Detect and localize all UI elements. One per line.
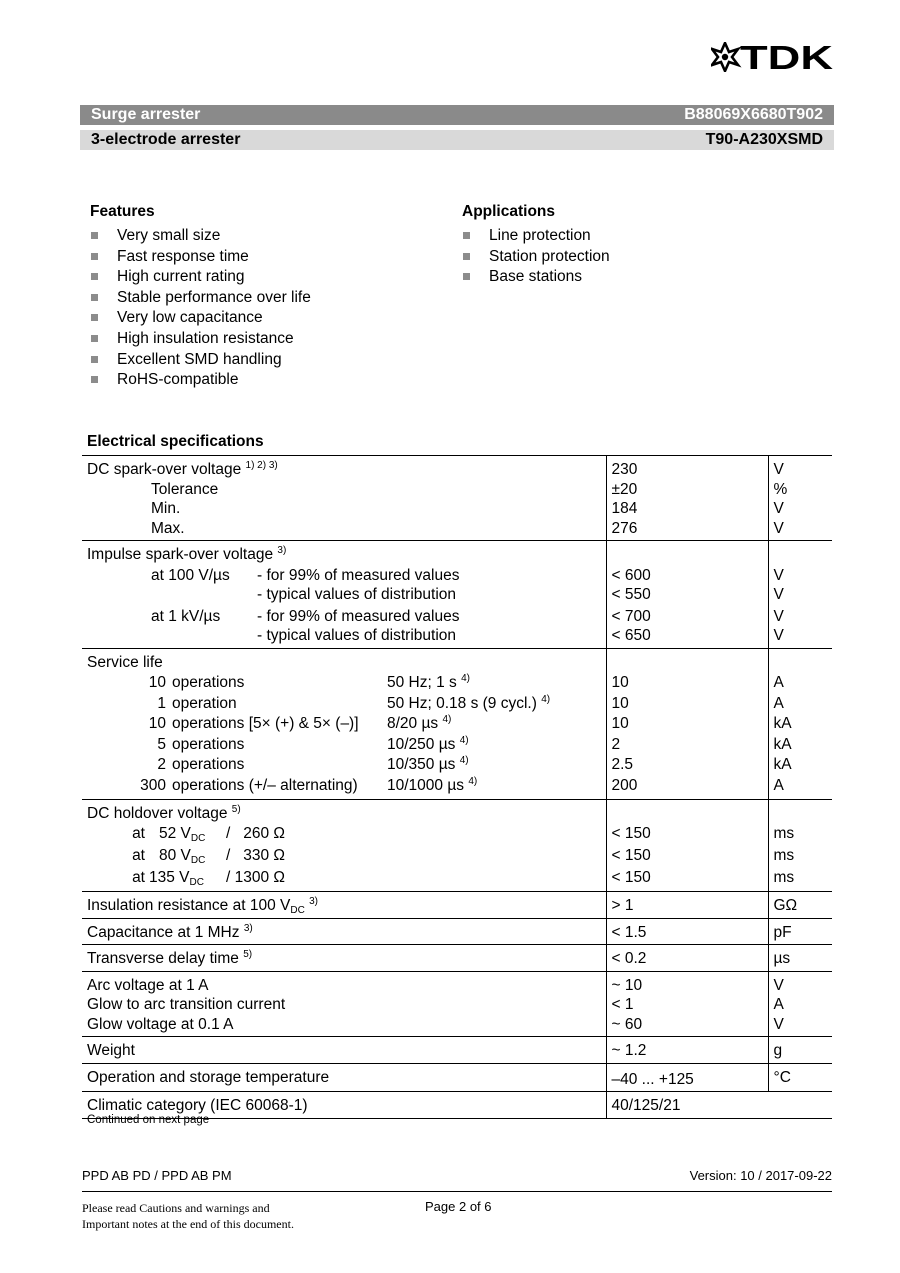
- value: ~ 60: [611, 1015, 643, 1033]
- unit: A: [773, 996, 784, 1014]
- value: < 1: [611, 996, 634, 1014]
- weight-label: Weight: [82, 1037, 606, 1064]
- unit: µs: [768, 945, 832, 972]
- unit: GΩ: [768, 892, 832, 919]
- value: > 1: [606, 892, 768, 919]
- part-number: B88069X6680T902: [684, 106, 823, 123]
- dc-spark-values: [606, 456, 768, 541]
- unit: V: [773, 461, 784, 478]
- value: < 0.2: [606, 945, 768, 972]
- resistance: / 260 Ω: [226, 825, 285, 843]
- unit: g: [768, 1037, 832, 1064]
- unit: V: [773, 519, 784, 537]
- unit: V: [773, 586, 784, 603]
- op-condition: 10/350 µs: [387, 756, 456, 774]
- caution-line: Important notes at the end of this document.: [82, 1217, 294, 1231]
- footnote-ref: 5): [243, 949, 253, 961]
- footnote-ref: 4): [442, 714, 452, 726]
- table-row: [82, 456, 832, 541]
- arc-label-cell: [82, 971, 606, 1037]
- voltage: 135 V: [149, 869, 190, 887]
- value: < 150: [611, 869, 651, 887]
- unit: A: [773, 777, 784, 795]
- op-desc: operations (+/– alternating): [172, 777, 358, 795]
- op-count: 10: [148, 715, 166, 733]
- value: < 150: [611, 825, 651, 843]
- footnote-ref: 5): [231, 803, 241, 815]
- unit: V: [773, 1015, 784, 1033]
- impulse-units: [768, 541, 832, 649]
- table-row: [82, 892, 832, 919]
- resistance: / 330 Ω: [226, 847, 285, 865]
- unit: V: [773, 607, 784, 625]
- resistance: / 1300 Ω: [226, 869, 285, 887]
- dc-subscript: DC: [190, 833, 206, 845]
- at-label: at: [132, 825, 145, 843]
- value: < 600: [611, 566, 651, 584]
- footer-version: Version: 10 / 2017-09-22: [689, 1168, 832, 1183]
- value: ±20: [611, 480, 638, 498]
- value: < 650: [611, 627, 651, 644]
- unit: A: [773, 694, 784, 712]
- value: 40/125/21: [606, 1092, 832, 1119]
- climatic-label: Climatic category (IEC 60068-1): [82, 1092, 606, 1119]
- table-row: [82, 971, 832, 1037]
- footnote-ref: 3): [243, 922, 253, 934]
- unit: A: [773, 674, 784, 692]
- dc-subscript: DC: [189, 877, 204, 889]
- op-desc: operations [5× (+) & 5× (–)]: [172, 715, 359, 733]
- table-row: [82, 918, 832, 945]
- footer-top: [82, 1168, 832, 1183]
- arc-label: Arc voltage at 1 A: [87, 976, 209, 994]
- continued-note: Continued on next page: [87, 1114, 210, 1126]
- op-count: 1: [157, 694, 166, 712]
- arc-label: Glow to arc transition current: [87, 996, 286, 1014]
- service-label: Service life: [87, 653, 163, 671]
- features-list: [90, 226, 311, 391]
- capacitance-label: Capacitance at 1 MHz: [87, 923, 240, 941]
- spec-table: [82, 455, 832, 1119]
- op-count: 5: [157, 735, 166, 753]
- transverse-label: Transverse delay time: [87, 950, 239, 968]
- list-item: Very low capacitance: [90, 308, 311, 329]
- value: 10: [611, 674, 629, 692]
- table-row: [82, 541, 832, 649]
- voltage: 52 V: [159, 825, 191, 843]
- transverse-label-cell: [82, 945, 606, 972]
- list-item: Fast response time: [90, 247, 311, 268]
- footnote-ref: 3): [277, 545, 287, 556]
- header-bar-secondary: [80, 130, 834, 150]
- footer-divider: [82, 1191, 832, 1192]
- holdover-label-cell: [82, 799, 606, 892]
- impulse-label: Impulse spark-over voltage: [87, 546, 274, 563]
- features-section: [90, 203, 311, 391]
- page-number: Page 2 of 6: [425, 1199, 492, 1214]
- list-item: Base stations: [462, 267, 610, 288]
- dc-spark-label: DC spark-over voltage: [87, 461, 242, 478]
- applications-section: [462, 203, 610, 288]
- insulation-label-cell: [82, 892, 606, 919]
- table-row: [82, 1037, 832, 1064]
- value: 2.5: [611, 756, 634, 774]
- holdover-values: [606, 799, 768, 892]
- service-units: [768, 648, 832, 799]
- unit: ms: [773, 825, 795, 843]
- op-condition: 8/20 µs: [387, 715, 439, 733]
- features-heading: Features: [90, 203, 155, 220]
- sub-label: Tolerance: [151, 480, 219, 498]
- arc-values: [606, 971, 768, 1037]
- impulse-at: at 100 V/µs: [151, 566, 230, 584]
- op-desc: operations: [172, 735, 245, 753]
- insulation-label: Insulation resistance at 100 V: [87, 897, 291, 915]
- op-condition: 10/1000 µs: [387, 777, 465, 795]
- value: 184: [611, 500, 638, 517]
- op-desc: operations: [172, 756, 245, 774]
- sub-label: Max.: [151, 519, 185, 537]
- op-condition: 50 Hz; 0.18 s (9 cycl.): [387, 694, 537, 712]
- unit: V: [773, 500, 784, 517]
- header-bar-primary: [80, 105, 834, 125]
- value: 2: [611, 735, 621, 753]
- op-condition: 50 Hz; 1 s: [387, 674, 457, 692]
- footnote-ref: 1) 2) 3): [245, 460, 278, 471]
- value: ~ 10: [611, 976, 643, 994]
- applications-list: [462, 226, 610, 288]
- unit: pF: [768, 918, 832, 945]
- op-count: 2: [157, 756, 166, 774]
- table-row: [82, 1063, 832, 1092]
- unit: %: [773, 480, 788, 498]
- dc-subscript: DC: [190, 855, 206, 867]
- value: 10: [611, 715, 629, 733]
- holdover-units: [768, 799, 832, 892]
- impulse-desc: - typical values of distribution: [257, 627, 457, 644]
- dc-spark-units: [768, 456, 832, 541]
- holdover-label: DC holdover voltage: [87, 804, 228, 822]
- unit: kA: [773, 715, 792, 733]
- footnote-ref: 4): [459, 734, 469, 746]
- temperature-label: Operation and storage temperature: [82, 1063, 606, 1092]
- caution-line: Please read Cautions and warnings and: [82, 1201, 270, 1215]
- value: < 150: [611, 847, 651, 865]
- value: –40 ... +125: [606, 1063, 768, 1092]
- service-values: [606, 648, 768, 799]
- value: 10: [611, 694, 629, 712]
- footnote-ref: 4): [461, 673, 470, 685]
- voltage: 80 V: [159, 847, 191, 865]
- type-code: T90-A230XSMD: [705, 131, 823, 148]
- impulse-label-cell: [82, 541, 606, 649]
- arc-label: Glow voltage at 0.1 A: [87, 1015, 234, 1033]
- table-row: [82, 799, 832, 892]
- dc-subscript: DC: [290, 905, 305, 917]
- value: ~ 1.2: [606, 1037, 768, 1064]
- tdk-logo-graphic: [711, 42, 835, 72]
- list-item: Very small size: [90, 226, 311, 247]
- footer-caution: [82, 1200, 294, 1232]
- spec-title: Electrical specifications: [87, 433, 264, 450]
- op-condition: 10/250 µs: [387, 735, 456, 753]
- value: < 700: [611, 607, 651, 625]
- list-item: Excellent SMD handling: [90, 350, 311, 371]
- footnote-ref: 4): [459, 755, 469, 767]
- table-row: [82, 648, 832, 799]
- unit: ms: [773, 847, 795, 865]
- list-item: RoHS-compatible: [90, 370, 311, 391]
- at-label: at: [132, 869, 145, 887]
- sub-label: Min.: [151, 500, 181, 517]
- impulse-desc: - for 99% of measured values: [257, 566, 460, 584]
- capacitance-label-cell: [82, 918, 606, 945]
- doc-title: Surge arrester: [91, 106, 201, 123]
- at-label: at: [132, 847, 145, 865]
- list-item: High current rating: [90, 267, 311, 288]
- unit: V: [773, 566, 784, 584]
- doc-subtitle: 3-electrode arrester: [91, 131, 241, 148]
- op-count: 300: [140, 777, 166, 795]
- unit: ms: [773, 869, 795, 887]
- unit: °C: [768, 1063, 832, 1092]
- op-count: 10: [148, 674, 166, 692]
- applications-heading: Applications: [462, 203, 556, 220]
- table-row: [82, 945, 832, 972]
- op-desc: operation: [172, 694, 237, 712]
- op-desc: operations: [172, 674, 245, 692]
- footnote-ref: 3): [309, 896, 319, 908]
- value: 230: [611, 461, 638, 478]
- footnote-ref: 4): [468, 776, 478, 788]
- service-label-cell: [82, 648, 606, 799]
- tdk-logo: [711, 42, 835, 72]
- brand-name: TDK: [740, 42, 834, 72]
- impulse-desc: - typical values of distribution: [257, 586, 457, 603]
- unit: V: [773, 976, 784, 994]
- unit: kA: [773, 756, 792, 774]
- value: < 1.5: [606, 918, 768, 945]
- value: 276: [611, 519, 638, 537]
- impulse-desc: - for 99% of measured values: [257, 607, 460, 625]
- dc-spark-label-cell: [82, 456, 606, 541]
- footer-dept: PPD AB PD / PPD AB PM: [82, 1168, 232, 1183]
- value: 200: [611, 777, 638, 795]
- value: < 550: [611, 586, 651, 603]
- impulse-values: [606, 541, 768, 649]
- arc-units: [768, 971, 832, 1037]
- footnote-ref: 4): [541, 693, 551, 705]
- list-item: High insulation resistance: [90, 329, 311, 350]
- unit: kA: [773, 735, 792, 753]
- list-item: Stable performance over life: [90, 288, 311, 309]
- impulse-at: at 1 kV/µs: [151, 607, 221, 625]
- unit: V: [773, 627, 784, 644]
- list-item: Line protection: [462, 226, 610, 247]
- list-item: Station protection: [462, 247, 610, 268]
